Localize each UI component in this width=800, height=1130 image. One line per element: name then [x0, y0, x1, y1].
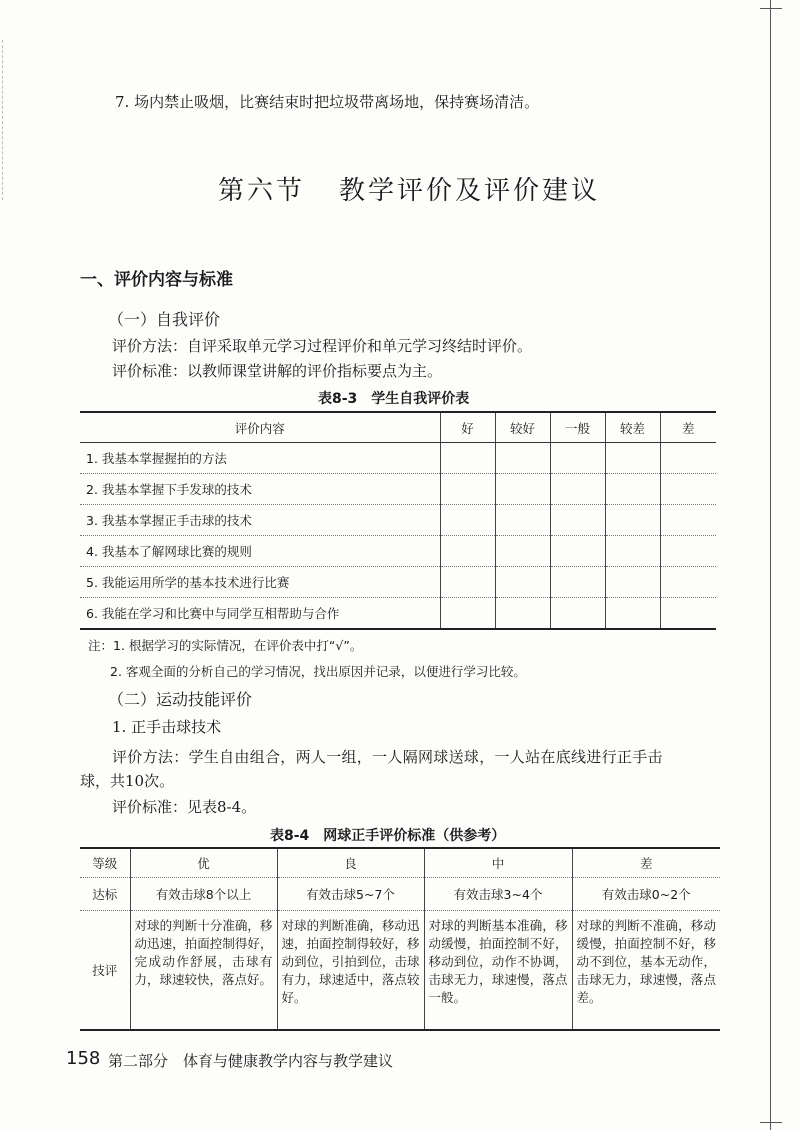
row-item: 4. 我基本了解网球比赛的规则: [80, 536, 440, 567]
heading-evaluation-content: 一、评价内容与标准: [80, 270, 233, 290]
header-medium: 中: [424, 848, 572, 878]
header-good: 好: [440, 412, 495, 443]
header-fairly-good: 较好: [495, 412, 550, 443]
row-item: 3. 我基本掌握正手击球的技术: [80, 505, 440, 536]
rating-cell[interactable]: [440, 598, 495, 630]
rating-cell[interactable]: [495, 443, 550, 474]
dabiao-poor: 有效击球0~2个: [572, 878, 720, 911]
rating-cell[interactable]: [660, 567, 716, 598]
rating-cell[interactable]: [550, 505, 605, 536]
row-item: 2. 我基本掌握下手发球的技术: [80, 474, 440, 505]
part2-title: （二）运动技能评价: [108, 690, 253, 709]
rating-cell[interactable]: [660, 505, 716, 536]
header-average: 一般: [550, 412, 605, 443]
table-row-dabiao: [80, 878, 720, 911]
dabiao-medium: 有效击球3~4个: [424, 878, 572, 911]
part2-standard: 评价标准：见表8-4。: [112, 798, 257, 816]
table84-caption: 表8-4 网球正手评价标准（供参考）: [270, 828, 506, 844]
rating-cell[interactable]: [440, 505, 495, 536]
rating-cell[interactable]: [440, 567, 495, 598]
rating-cell[interactable]: [605, 505, 660, 536]
part1-standard: 评价标准：以教师课堂讲解的评价指标要点为主。: [112, 362, 443, 380]
rating-cell[interactable]: [495, 505, 550, 536]
table-row: [80, 536, 716, 567]
rating-cell[interactable]: [605, 443, 660, 474]
table83-note-1: 注：1. 根据学习的实际情况，在评价表中打“√”。: [88, 638, 363, 653]
section-title: [218, 170, 600, 207]
table-row: [80, 598, 716, 630]
rating-cell[interactable]: [660, 474, 716, 505]
rating-cell[interactable]: [495, 536, 550, 567]
rating-cell[interactable]: [495, 598, 550, 630]
rating-cell[interactable]: [550, 567, 605, 598]
part2-sub: 1. 正手击球技术: [112, 718, 222, 736]
section-name: 教学评价及评价建议: [339, 176, 601, 206]
header-excellent: 优: [130, 848, 277, 878]
rating-cell[interactable]: [660, 598, 716, 630]
footer-text: 第二部分 体育与健康教学内容与教学建议: [108, 1052, 394, 1070]
rating-cell[interactable]: [605, 598, 660, 630]
table83-note-2: 2. 客观全面的分析自己的学习情况，找出原因并记录，以便进行学习比较。: [110, 664, 526, 679]
header-poor: 差: [660, 412, 716, 443]
table-row: [80, 474, 716, 505]
scan-edge-right: [770, 0, 771, 1130]
table-header-row: [80, 412, 716, 443]
header-poor: 差: [572, 848, 720, 878]
forehand-evaluation-table: [80, 847, 720, 1031]
rating-cell[interactable]: [605, 536, 660, 567]
table-row-jiping: [80, 911, 720, 1031]
rating-cell[interactable]: [440, 474, 495, 505]
part2-method-line1: 评价方法：学生自由组合，两人一组，一人隔网球送球，一人站在底线进行正手击: [112, 748, 663, 766]
part1-title: （一）自我评价: [108, 310, 221, 329]
dabiao-good: 有效击球5~7个: [277, 878, 424, 911]
rating-cell[interactable]: [495, 474, 550, 505]
self-evaluation-table: [80, 411, 716, 630]
rating-cell[interactable]: [660, 536, 716, 567]
dabiao-excellent: 有效击球8个以上: [130, 878, 277, 911]
table-row: [80, 567, 716, 598]
table-row: [80, 505, 716, 536]
table-header-row: [80, 848, 720, 878]
top-line: 7. 场内禁止吸烟，比赛结束时把垃圾带离场地，保持赛场清洁。: [115, 93, 540, 111]
rating-cell[interactable]: [440, 536, 495, 567]
scan-edge-right-top: [760, 8, 782, 9]
rating-cell[interactable]: [550, 598, 605, 630]
jiping-excellent: 对球的判断十分准确，移动迅速，拍面控制得好，完成动作舒展，击球有力，球速较快，落点好。: [130, 911, 277, 1031]
rating-cell[interactable]: [660, 443, 716, 474]
rating-cell[interactable]: [550, 443, 605, 474]
row-item: 1. 我基本掌握握拍的方法: [80, 443, 440, 474]
rating-cell[interactable]: [550, 474, 605, 505]
part2-method-line2: 球，共10次。: [80, 772, 175, 790]
row-label-jiping: 技评: [92, 963, 118, 978]
section-label: 第六节: [218, 176, 306, 206]
rating-cell[interactable]: [440, 443, 495, 474]
row-item: 5. 我能运用所学的基本技术进行比赛: [80, 567, 440, 598]
rating-cell[interactable]: [605, 474, 660, 505]
scan-edge-left: [2, 40, 4, 200]
page-number: 158: [66, 1048, 101, 1069]
part1-method: 评价方法：自评采取单元学习过程评价和单元学习终结时评价。: [112, 337, 533, 355]
jiping-good: 对球的判断准确，移动迅速，拍面控制得较好，移动到位，引拍到位，击球有力，球速适中，落点较好。: [277, 911, 424, 1031]
row-label-dabiao: 达标: [80, 878, 130, 911]
header-eval-content: 评价内容: [80, 412, 440, 443]
table83-caption: 表8-3 学生自我评价表: [318, 391, 470, 407]
scan-edge-right-bottom: [760, 1122, 782, 1123]
jiping-poor: 对球的判断不准确，移动缓慢，拍面控制不好，移动不到位，基本无动作，击球无力，球速慢，落点差。: [572, 911, 720, 1031]
rating-cell[interactable]: [605, 567, 660, 598]
row-item: 6. 我能在学习和比赛中与同学互相帮助与合作: [86, 606, 340, 621]
rating-cell[interactable]: [550, 536, 605, 567]
jiping-medium: 对球的判断基本准确，移动缓慢，拍面控制不好，移动到位，动作不协调，击球无力，球速慢，落点一般。: [424, 911, 572, 1031]
table-row: [80, 443, 716, 474]
header-fairly-poor: 较差: [605, 412, 660, 443]
header-good: 良: [277, 848, 424, 878]
rating-cell[interactable]: [495, 567, 550, 598]
header-grade: 等级: [80, 848, 130, 878]
